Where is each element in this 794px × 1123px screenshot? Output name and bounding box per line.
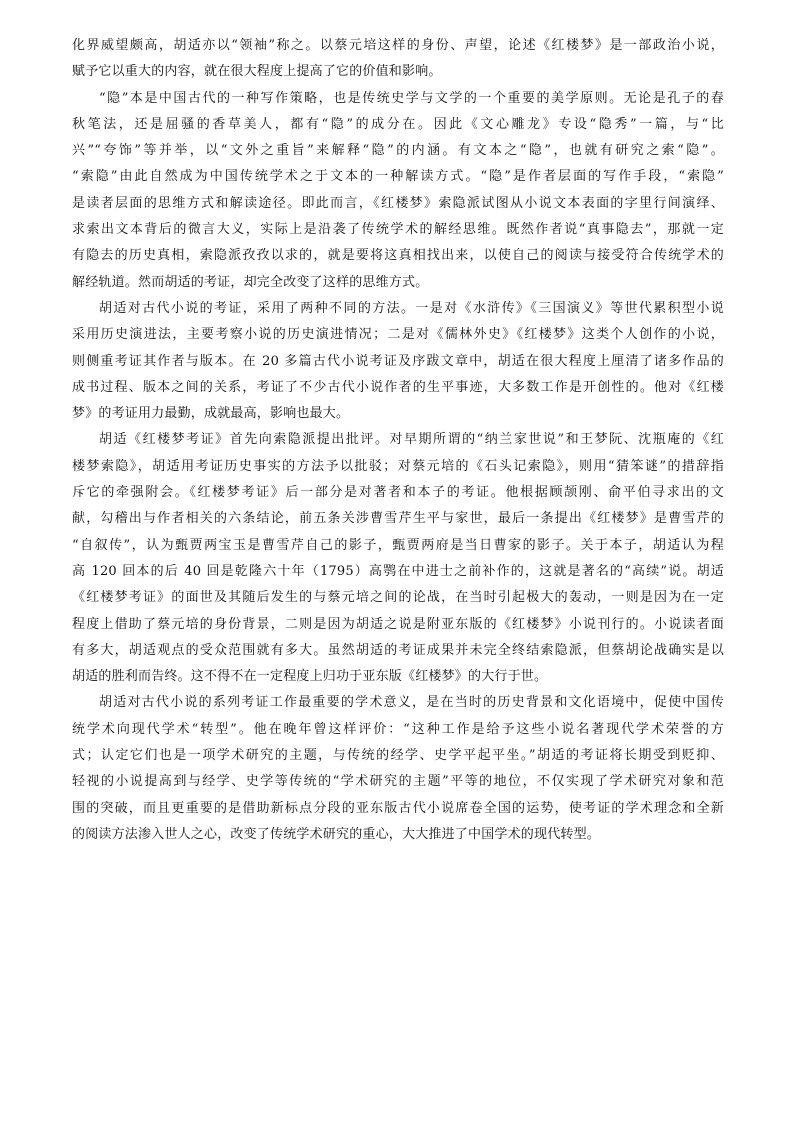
- text-line: 兴”“夸饰”等并举，以“文外之重旨”来解释“隐”的内涵。有文本之“隐”，也就有研究之索“隐”。: [72, 143, 724, 159]
- text-line: 胡适《红楼梦考证》首先向索隐派提出批评。对早期所谓的“纳兰家世说”和王梦阮、沈瓶庵的《红: [99, 432, 724, 448]
- paragraph-4: [72, 427, 724, 690]
- text-line: 梦》的考证用力最勤，成就最高，影响也最大。: [72, 406, 350, 422]
- text-line: “隐”本是中国古代的一种写作策略，也是传统史学与文学的一个重要的美学原则。无论是孔子的春: [99, 90, 724, 106]
- text-line: 赋予它以重大的内容，就在很大程度上提高了它的价值和影响。: [72, 64, 442, 80]
- text-line: 解经轨道。然而胡适的考证，却完全改变了这样的思维方式。: [72, 274, 429, 290]
- text-line: 的阅读方法渗入世人之心，改变了传统学术研究的重心，大大推进了中国学术的现代转型。: [72, 826, 601, 842]
- text-line: 统学术向现代学术“转型”。他在晚年曾这样评价：“这种工作是给予这些小说名著现代学术荣誉的方: [72, 721, 724, 737]
- text-line: 是读者层面的思维方式和解读途径。即此而言，《红楼梦》索隐派试图从小说文本表面的字里行间演绎、: [72, 195, 724, 211]
- text-line: 围的突破，而且更重要的是借助新标点分段的亚东版古代小说席卷全国的运势，使考证的学术理念和全新: [72, 800, 724, 816]
- paragraph-3: [72, 296, 724, 427]
- text-line: 胡适的胜利而告终。这不得不在一定程度上归功于亚东版《红楼梦》的大行于世。: [72, 669, 548, 685]
- paragraph-5: [72, 690, 724, 848]
- text-line: 式；认定它们也是一项学术研究的主题，与传统的经学、史学平起平坐。”胡适的考证将长期受到贬抑、: [72, 748, 724, 764]
- text-line: 秋笔法，还是屈骚的香草美人，都有“隐”的成分在。因此《文心雕龙》专设“隐秀”一篇，与“比: [72, 116, 724, 132]
- text-line: “自叙传”，认为甄贾两宝玉是曹雪芹自己的影子，甄贾两府是当日曹家的影子。关于本子，胡适认为程: [72, 537, 724, 553]
- text-line: 楼梦索隐》，胡适用考证历史事实的方法予以批驳；对蔡元培的《石头记索隐》，则用“猜笨谜”的措辞指: [72, 458, 724, 474]
- text-line: 程度上借助了蔡元培的身份背景，二则是因为胡适之说是附亚东版的《红楼梦》小说刊行的。小说读者面: [72, 616, 724, 632]
- text-line: 采用历史演进法，主要考察小说的历史演进情况；二是对《儒林外史》《红楼梦》这类个人创作的小说，: [72, 327, 724, 343]
- text-line: 成书过程、版本之间的关系，考证了不少古代小说作者的生平事迹，大多数工作是开创性的。他对《红楼: [72, 379, 724, 395]
- paragraph-1: [72, 33, 724, 86]
- text-line: 轻视的小说提高到与经学、史学等传统的“学术研究的主题”平等的地位，不仅实现了学术研究对象和范: [72, 774, 724, 790]
- text-line: 求索出文本背后的微言大义，实际上是沿袭了传统学术的解经思维。既然作者说“真事隐去”，那就一定: [72, 222, 724, 238]
- text-line: 高 120 回本的后 40 回是乾隆六十年（1795）高鹗在中进士之前补作的，这就是著名的“高续”说。胡适: [72, 563, 724, 579]
- paragraph-2: [72, 86, 724, 296]
- text-line: “索隐”由此自然成为中国传统学术之于文本的一种解读方式。“隐”是作者层面的写作手段，“索隐”: [72, 169, 724, 185]
- text-line: 献，勾稽出与作者相关的六条结论，前五条关涉曹雪芹生平与家世，最后一条提出《红楼梦》是曹雪芹的: [72, 511, 724, 527]
- text-line: 《红楼梦考证》的面世及其随后发生的与蔡元培之间的论战，在当时引起极大的轰动，一则是因为在一定: [72, 590, 724, 606]
- text-line: 有隐去的历史真相，索隐派孜孜以求的，就是要将这真相找出来，以使自己的阅读与接受符合传统学术的: [72, 248, 724, 264]
- text-line: 斥它的牵强附会。《红楼梦考证》后一部分是对著者和本子的考证。他根据顾颉刚、俞平伯寻求出的文: [72, 485, 724, 501]
- text-line: 胡适对古代小说的系列考证工作最重要的学术意义，是在当时的历史背景和文化语境中，促使中国传: [99, 695, 724, 711]
- text-line: 则侧重考证其作者与版本。在 20 多篇古代小说考证及序跋文章中，胡适在很大程度上厘清了诸多作品的: [72, 353, 724, 369]
- text-line: 化界威望颇高，胡适亦以“领袖”称之。以蔡元培这样的身份、声望，论述《红楼梦》是一部政治小说，: [72, 38, 724, 53]
- text-line: 胡适对古代小说的考证，采用了两种不同的方法。一是对《水浒传》《三国演义》等世代累积型小说: [99, 300, 724, 316]
- document-body: [72, 33, 724, 848]
- text-line: 有多大，胡适观点的受众范围就有多大。虽然胡适的考证成果并未完全终结索隐派，但蔡胡论战确实是以: [72, 642, 724, 658]
